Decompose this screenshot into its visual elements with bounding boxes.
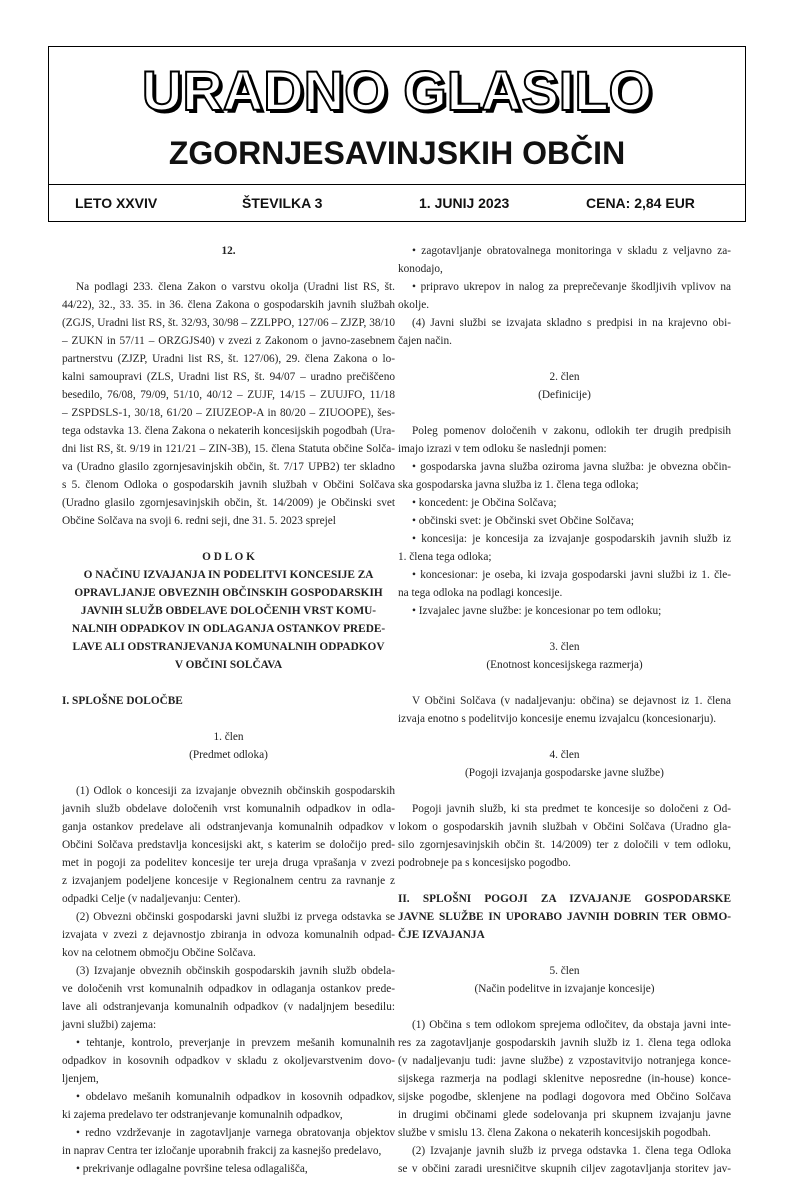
bullet-line: okolje. bbox=[398, 299, 430, 311]
decree-title-line: JAVNIH SLUŽB OBDELAVE DOLOČENIH VRST KOMU- bbox=[80, 605, 377, 617]
right-column bbox=[398, 242, 731, 1178]
paragraph-line: lave ali odstranjevanja komunalnih odpadkov (v nadaljnjem besedilu: bbox=[62, 1001, 395, 1013]
article-title: (Definicije) bbox=[538, 389, 591, 401]
paragraph-line: silo zgornjesavinjskih občin št. 14/2009) ter z določili v tem odloku, bbox=[398, 839, 731, 851]
bullet-line: ki zajema predelavo ter odstranjevanje komunalnih odpadkov, bbox=[62, 1109, 343, 1121]
article-number: 2. člen bbox=[549, 371, 580, 383]
bullet-line: • prekrivanje odlagalne površine telesa odlagališča, bbox=[76, 1163, 308, 1175]
paragraph-line: met in pogoji za podelitev koncesije ter ureja druga vprašanja v zvezi bbox=[62, 857, 395, 869]
paragraph-line: se v občini zaradi uresničitve skupnih ciljev zagotavljanja storitev jav- bbox=[398, 1163, 731, 1175]
decree-title-line: NALNIH ODPADKOV IN ODLAGANJA OSTANKOV PREDE- bbox=[71, 623, 386, 635]
definition-line: 1. člena tega odloka; bbox=[398, 551, 492, 563]
preamble-line: va (Uradno glasilo zgornjesavinjskih občin, št. 7/17 UPB2) ter skladno bbox=[62, 461, 395, 473]
paragraph-line: čajen način. bbox=[398, 335, 452, 347]
masthead-divider bbox=[49, 184, 745, 185]
masthead-price: CENA: 2,84 EUR bbox=[586, 195, 695, 211]
paragraph-line: odpadki Celje (v nadaljevanju: Center). bbox=[62, 893, 241, 905]
paragraph-line: z izvajanjem podeljene koncesije v Regionalnem centru za ravnanje z bbox=[62, 875, 395, 887]
decree-number: 12. bbox=[221, 245, 236, 257]
preamble-line: Občine Solčava na svoji 6. redni seji, dne 31. 5. 2023 sprejel bbox=[62, 515, 336, 527]
paragraph-line: kov na celotnem območju Občine Solčava. bbox=[62, 947, 256, 959]
paragraph-line: službe v smislu 13. člena Zakona o nekaterih koncesijskih pogodbah. bbox=[398, 1127, 711, 1139]
preamble-line: (ZGJS, Uradni list RS, št. 32/93, 30/98 – ZZLPPO, 127/06 – ZJZP, 38/10 bbox=[62, 317, 395, 329]
paragraph-line: V Občini Solčava (v nadaljevanju: občina) se dejavnost iz 1. člena bbox=[412, 695, 731, 707]
article-number: 1. člen bbox=[213, 731, 244, 743]
preamble-line: besedilo, 76/08, 79/09, 51/10, 40/12 – ZUJF, 14/15 – ZUUJFO, 11/18 bbox=[62, 389, 395, 401]
paragraph-line: (4) Javni službi se izvajata skladno s predpisi in na krajevno obi- bbox=[412, 317, 731, 329]
paragraph-line: Poleg pomenov določenih v zakonu, odlokih ter drugih predpisih bbox=[412, 425, 731, 437]
paragraph-line: Občini Solčava predstavlja koncesijski akt, s katerim se določijo pred- bbox=[62, 839, 395, 851]
paragraph-line: Pogoji javnih služb, ki sta predmet te koncesije so določeni z Od- bbox=[412, 803, 731, 815]
paragraph-line: podrobneje pa s koncesijsko pogodbo. bbox=[398, 857, 571, 869]
decree-title-line: O D L O K bbox=[202, 551, 255, 563]
bullet-line: • zagotavljanje obratovalnega monitoringa v skladu z veljavno za- bbox=[412, 245, 731, 257]
masthead-date: 1. JUNIJ 2023 bbox=[419, 195, 510, 211]
article-number: 4. člen bbox=[549, 749, 580, 761]
paragraph-line: res za zagotavljanje gospodarskih javnih služb iz 1. člena tega odloka bbox=[398, 1037, 731, 1049]
bullet-line: • redno vzdrževanje in zagotavljanje varnega obratovanja objektov bbox=[76, 1127, 395, 1139]
preamble-line: 44/22), 32., 33. 35. in 36. člena Zakona o gospodarskih javnih službah bbox=[62, 299, 395, 311]
left-column bbox=[62, 242, 395, 1178]
paragraph-line: (2) Izvajanje javnih služb iz prvega odstavka 1. člena tega Odloka bbox=[412, 1145, 731, 1157]
definition-line: • gospodarska javna služba oziroma javna služba: je obvezna občin- bbox=[412, 461, 731, 473]
paragraph-line: javnih služb obdelave določenih vrst komunalnih odpadkov in odla- bbox=[62, 803, 395, 815]
preamble-line: – ZUKN in 57/11 – ORZGJS40) v zvezi z Zakonom o javno-zasebnem bbox=[62, 335, 395, 347]
paragraph-line: izvaja enotno s podelitvijo koncesije enemu izvajalcu (koncesionarju). bbox=[398, 713, 717, 725]
bullet-line: • pripravo ukrepov in nalog za preprečevanje škodljivih vplivov na bbox=[412, 281, 731, 293]
masthead bbox=[48, 46, 746, 222]
definition-line: ska gospodarska javna služba iz 1. člena tega odloka; bbox=[398, 479, 639, 491]
chapter-heading: ČJE IZVAJANJA bbox=[398, 929, 485, 941]
masthead-issue: ŠTEVILKA 3 bbox=[242, 195, 323, 211]
paragraph-line: (3) Izvajanje obveznih občinskih gospodarskih javnih služb obdela- bbox=[76, 965, 395, 977]
definition-line: na tega odloka na podlagi koncesije. bbox=[398, 587, 563, 599]
chapter-heading: JAVNE SLUŽBE IN UPORABO JAVNIH DOBRIN TER OBMO- bbox=[398, 911, 731, 923]
chapter-heading: II. SPLOŠNI POGOJI ZA IZVAJANJE GOSPODARSKE bbox=[398, 893, 731, 905]
bullet-line: • obdelavo mešanih komunalnih odpadkov in kosovnih odpadkov, bbox=[76, 1091, 395, 1103]
paragraph-line: ganja ostankov predelave ali odstranjevanja komunalnih odpadkov v bbox=[62, 821, 395, 833]
preamble-line: dni list RS, št. 9/19 in 121/21 – ZIN-3B), 15. člena Statuta občine Solča- bbox=[62, 443, 395, 455]
preamble-line: tega odstavka 13. člena Zakona o nekaterih koncesijskih pogodbah (Ura- bbox=[62, 425, 395, 437]
paragraph-line: sijske pogodbe, sklenjene na podlagi dogovora med Občino Solčava bbox=[398, 1091, 731, 1103]
paragraph-line: (v nadaljevanju tudi: javne službe) z vzpostavitvijo notranjega konce- bbox=[398, 1055, 731, 1067]
decree-title-line: LAVE ALI ODSTRANJEVANJA KOMUNALNIH ODPADKOV bbox=[72, 641, 385, 653]
definition-line: • koncesionar: je oseba, ki izvaja gospodarski javni službi iz 1. čle- bbox=[412, 569, 731, 581]
paragraph-line: ve določenih vrst komunalnih odpadkov in odlaganja ostankov prede- bbox=[62, 983, 395, 995]
paragraph-line: lokom o gospodarskih javnih službah v Občini Solčava (Uradno gla- bbox=[398, 821, 731, 833]
masthead-subtitle: ZGORNJESAVINJSKIH OBČIN bbox=[168, 135, 626, 171]
paragraph-line: sijskega razmerja na podlagi sklenitve neposredne (in-house) konce- bbox=[398, 1073, 731, 1085]
preamble-line: (Uradno glasilo zgornjesavinjskih občin, št. 14/2009) je Občinski svet bbox=[62, 497, 395, 509]
definition-line: • Izvajalec javne službe: je koncesionar po tem odloku; bbox=[412, 605, 662, 617]
paragraph-line: (1) Občina s tem odlokom sprejema odločitev, da obstaja javni inte- bbox=[412, 1019, 731, 1031]
article-number: 3. člen bbox=[549, 641, 580, 653]
decree-title-line: O NAČINU IZVAJANJA IN PODELITVI KONCESIJE ZA bbox=[83, 569, 374, 581]
masthead-title: URADNO GLASILO bbox=[141, 59, 653, 122]
article-title: (Predmet odloka) bbox=[189, 749, 268, 761]
paragraph-line: (1) Odlok o koncesiji za izvajanje obveznih občinskih gospodarskih bbox=[76, 785, 395, 797]
decree-title-line: OPRAVLJANJE OBVEZNIH OBČINSKIH GOSPODARSKIH bbox=[74, 587, 383, 599]
bullet-line: in naprav Centra ter izločanje uporabnih frakcij za kasnejšo predelavo, bbox=[62, 1145, 382, 1157]
bullet-line: konodajo, bbox=[398, 263, 443, 275]
paragraph-line: imajo izrazi v tem odloku še naslednji pomen: bbox=[398, 443, 607, 455]
decree-title-line: V OBČINI SOLČAVA bbox=[174, 659, 283, 671]
paragraph-line: javni službi) zajema: bbox=[62, 1019, 157, 1031]
paragraph-line: (2) Obvezni občinski gospodarski javni službi iz prvega odstavka se bbox=[76, 911, 395, 923]
bullet-line: ljenjem, bbox=[62, 1073, 99, 1085]
article-number: 5. člen bbox=[549, 965, 580, 977]
paragraph-line: in drugimi občinami glede sodelovanja pri skupnem izvajanju javne bbox=[398, 1109, 731, 1121]
preamble-line: s 5. členom Odloka o gospodarskih javnih službah v Občini Solčava bbox=[62, 479, 395, 491]
article-title: (Način podelitve in izvajanje koncesije) bbox=[474, 983, 655, 995]
article-title: (Pogoji izvajanja gospodarske javne službe) bbox=[465, 767, 664, 779]
bullet-line: • tehtanje, kontrolo, preverjanje in prevzem mešanih komunalnih bbox=[76, 1037, 395, 1049]
preamble-line: – ZSPDSLS-1, 30/18, 61/20 – ZIUZEOP-A in 80/20 – ZIUOOPE), šes- bbox=[62, 407, 395, 419]
preamble-line: kalni samoupravi (ZLS, Uradni list RS, št. 94/07 – uradno prečiščeno bbox=[62, 371, 395, 383]
article-title: (Enotnost koncesijskega razmerja) bbox=[486, 659, 643, 671]
definition-line: • koncedent: je Občina Solčava; bbox=[412, 497, 557, 509]
masthead-year: LETO XXVIV bbox=[75, 195, 158, 211]
definition-line: • občinski svet: je Občinski svet Občine Solčava; bbox=[412, 515, 635, 527]
chapter-heading: I. SPLOŠNE DOLOČBE bbox=[62, 695, 183, 707]
preamble-line: Na podlagi 233. člena Zakon o varstvu okolja (Uradni list RS, št. bbox=[76, 281, 395, 293]
definition-line: • koncesija: je koncesija za izvajanje gospodarskih javnih služb iz bbox=[412, 533, 731, 545]
paragraph-line: izvajata v zvezi z dejavnostjo zbiranja in odvoza komunalnih odpad- bbox=[62, 929, 395, 941]
preamble-line: partnerstvu (ZJZP, Uradni list RS, št. 127/06), 29. člena Zakona o lo- bbox=[62, 353, 395, 365]
bullet-line: odpadkov in kosovnih odpadkov v skladu z okoljevarstvenim dovo- bbox=[62, 1055, 395, 1067]
